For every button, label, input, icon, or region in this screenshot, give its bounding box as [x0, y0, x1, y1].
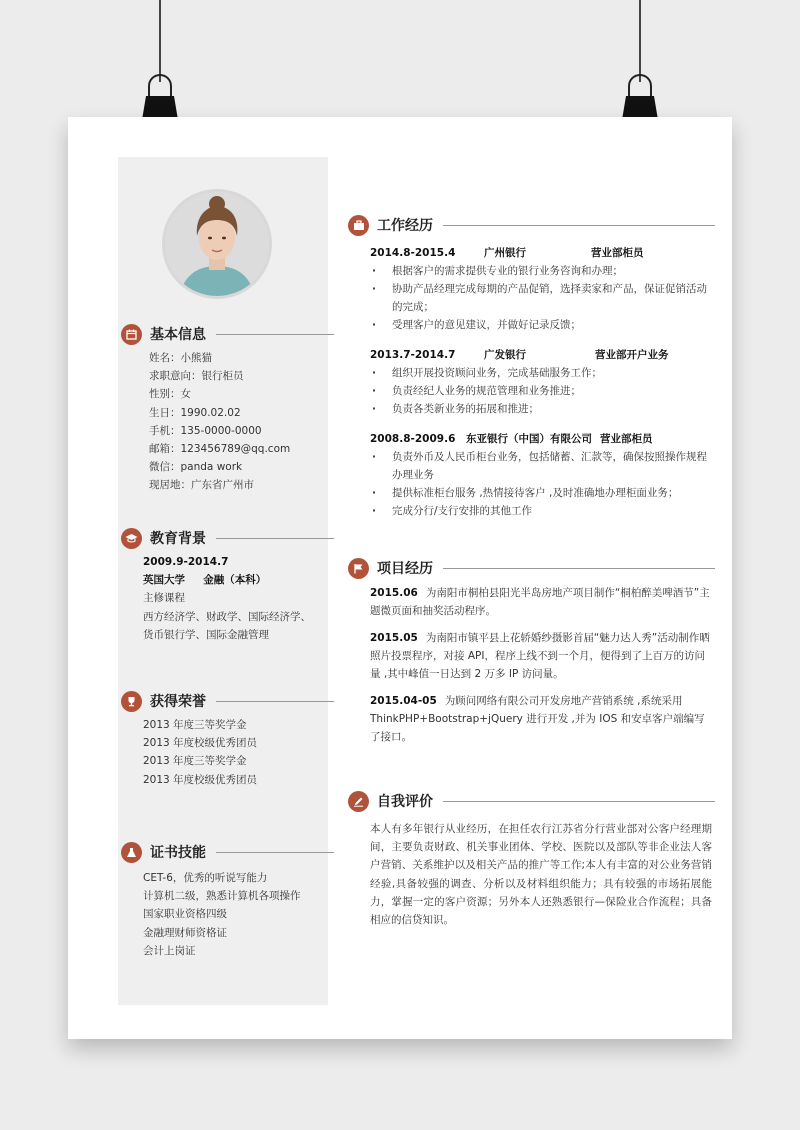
job-duty: · 提供标准柜台服务 ,热情接待客户 ,及时准确地办理柜面业务；	[370, 484, 712, 502]
self-eval-heading	[348, 789, 715, 813]
job-date: 2014.8-2015.4	[370, 247, 456, 259]
skill-item: 会计上岗证	[143, 944, 196, 957]
flag-icon	[348, 558, 369, 579]
job-date: 2008.8-2009.6	[370, 433, 456, 445]
section-divider	[216, 334, 334, 335]
projects-heading	[348, 556, 715, 580]
education-list	[143, 553, 311, 644]
section-title: 获得荣誉	[150, 694, 206, 710]
project-entry	[370, 629, 712, 683]
project-description: 为顾问网络有限公司开发房地产营销系统 ,系统采用 ThinkPHP+Bootstrap+jQuery 进行开发 ,并为 IOS 和安卓客户端编写了接口。	[370, 695, 705, 743]
briefcase-icon	[348, 215, 369, 236]
education-date: 2009.9-2014.7	[143, 556, 229, 568]
job-duty: · 完成分行/支行安排的其他工作	[370, 502, 712, 520]
job-duty: · 负责经纪人业务的规范管理和业务推进；	[370, 382, 712, 400]
project-entry	[370, 692, 712, 746]
section-title: 证书技能	[150, 845, 206, 861]
section-divider	[216, 538, 334, 539]
project-description: 为南阳市镇平县上花轿婚纱摄影首届“魅力达人秀”活动制作晒照片投票程序，对接 API，程序上线不到一个月，便得到了上百万的访问量 ,其中峰值一日达到 2 万多 IP 访问量。	[370, 632, 710, 680]
project-date: 2015.06	[370, 587, 418, 599]
basic-info-line: 手机：135-0000-0000	[149, 424, 262, 437]
pencil-icon	[348, 791, 369, 812]
job-entry	[370, 346, 712, 418]
project-date: 2015.04-05	[370, 695, 437, 707]
job-header	[370, 430, 712, 448]
basic-info-list	[149, 349, 290, 495]
section-title: 基本信息	[150, 327, 206, 343]
job-company: 广发银行	[484, 349, 526, 361]
section-divider	[443, 568, 715, 569]
education-courses-label: 主修课程	[143, 592, 185, 605]
basic-info-line: 生日：1990.02.02	[149, 406, 241, 419]
education-heading	[121, 526, 334, 550]
self-eval-text: 本人有多年银行从业经历，在担任农行江苏省分行营业部对公客户经理期间，主要负责财政、机关事业团体、学校、医院以及部队等非企业法人客户营销、关系维护以及相关产品的推广等工作;本人有丰富的对公业务营销经验,具备较强的调查、分析以及材料组织能力；具有较强的市场拓展能力，掌握一定的客户资源；另外本人还熟悉银行—保险业合作流程；具备相应的信贷知识。	[370, 823, 712, 927]
portrait-icon	[165, 192, 269, 296]
job-entry	[370, 430, 712, 520]
job-duty: · 组织开展投资顾问业务，完成基础服务工作；	[370, 364, 712, 382]
project-entry	[370, 584, 712, 620]
section-divider	[216, 852, 334, 853]
job-duty: · 负责外币及人民币柜台业务，包括储蓄、汇款等，确保按照操作规程办理业务	[370, 448, 712, 484]
honor-item: 2013 年度三等奖学金	[143, 719, 247, 731]
education-school: 英国大学 金融（本科）	[143, 574, 267, 587]
job-role: 营业部柜员	[591, 247, 644, 259]
project-date: 2015.05	[370, 632, 418, 644]
resume-paper	[68, 117, 732, 1039]
skill-item: 计算机二级，熟悉计算机各项操作	[143, 890, 301, 903]
education-course-line: 货币银行学、国际金融管理	[143, 628, 269, 641]
section-divider	[443, 225, 715, 226]
work-heading	[348, 213, 715, 237]
job-entry	[370, 244, 712, 334]
job-header	[370, 244, 712, 262]
job-role: 营业部柜员	[600, 433, 653, 445]
job-date: 2013.7-2014.7	[370, 349, 456, 361]
job-header	[370, 346, 712, 364]
graduation-cap-icon	[121, 528, 142, 549]
section-divider	[443, 801, 715, 802]
calendar-icon	[121, 324, 142, 345]
avatar	[162, 189, 272, 299]
section-title: 教育背景	[150, 531, 206, 547]
education-course-line: 西方经济学、财政学、国际经济学、	[143, 610, 311, 623]
skill-item: CET-6，优秀的听说写能力	[143, 872, 268, 884]
work-list	[370, 244, 712, 520]
trophy-icon	[121, 691, 142, 712]
basic-info-line: 姓名：小熊猫	[149, 352, 212, 364]
job-role: 营业部开户业务	[595, 349, 669, 361]
projects-list	[370, 584, 712, 755]
job-company: 广州银行	[484, 247, 526, 259]
honors-list	[143, 716, 257, 789]
job-company: 东亚银行（中国）有限公司	[466, 433, 592, 445]
basic-info-heading	[121, 322, 334, 346]
project-description: 为南阳市桐柏县阳光半岛房地产项目制作“桐柏醉美啤酒节”主题微页面和抽奖活动程序。	[370, 587, 710, 617]
basic-info-line: 求职意向：银行柜员	[149, 370, 244, 383]
section-title: 项目经历	[377, 561, 433, 577]
skills-list	[143, 869, 301, 960]
basic-info-line: 微信：panda work	[149, 461, 243, 474]
basic-info-line: 现居地：广东省广州市	[149, 479, 254, 492]
job-duty: · 负责各类新业务的拓展和推进；	[370, 400, 712, 418]
section-title: 工作经历	[377, 218, 433, 234]
job-duty: · 协助产品经理完成每期的产品促销，选择卖家和产品，保证促销活动的完成；	[370, 280, 712, 316]
job-duty: · 受理客户的意见建议，并做好记录反馈；	[370, 316, 712, 334]
job-duty: · 根据客户的需求提供专业的银行业务咨询和办理；	[370, 262, 712, 280]
honors-heading	[121, 689, 334, 713]
section-divider	[216, 701, 334, 702]
basic-info-line: 邮箱：123456789@qq.com	[149, 442, 291, 455]
skill-item: 金融理财师资格证	[143, 926, 227, 939]
skills-heading	[121, 840, 334, 864]
flask-icon	[121, 842, 142, 863]
basic-info-line: 性别：女	[149, 388, 191, 401]
sidebar	[118, 157, 328, 1005]
honor-item: 2013 年度校级优秀团员	[143, 773, 258, 786]
section-title: 自我评价	[377, 794, 433, 810]
honor-item: 2013 年度校级优秀团员	[143, 737, 258, 750]
skill-item: 国家职业资格四级	[143, 908, 227, 921]
honor-item: 2013 年度三等奖学金	[143, 755, 247, 768]
